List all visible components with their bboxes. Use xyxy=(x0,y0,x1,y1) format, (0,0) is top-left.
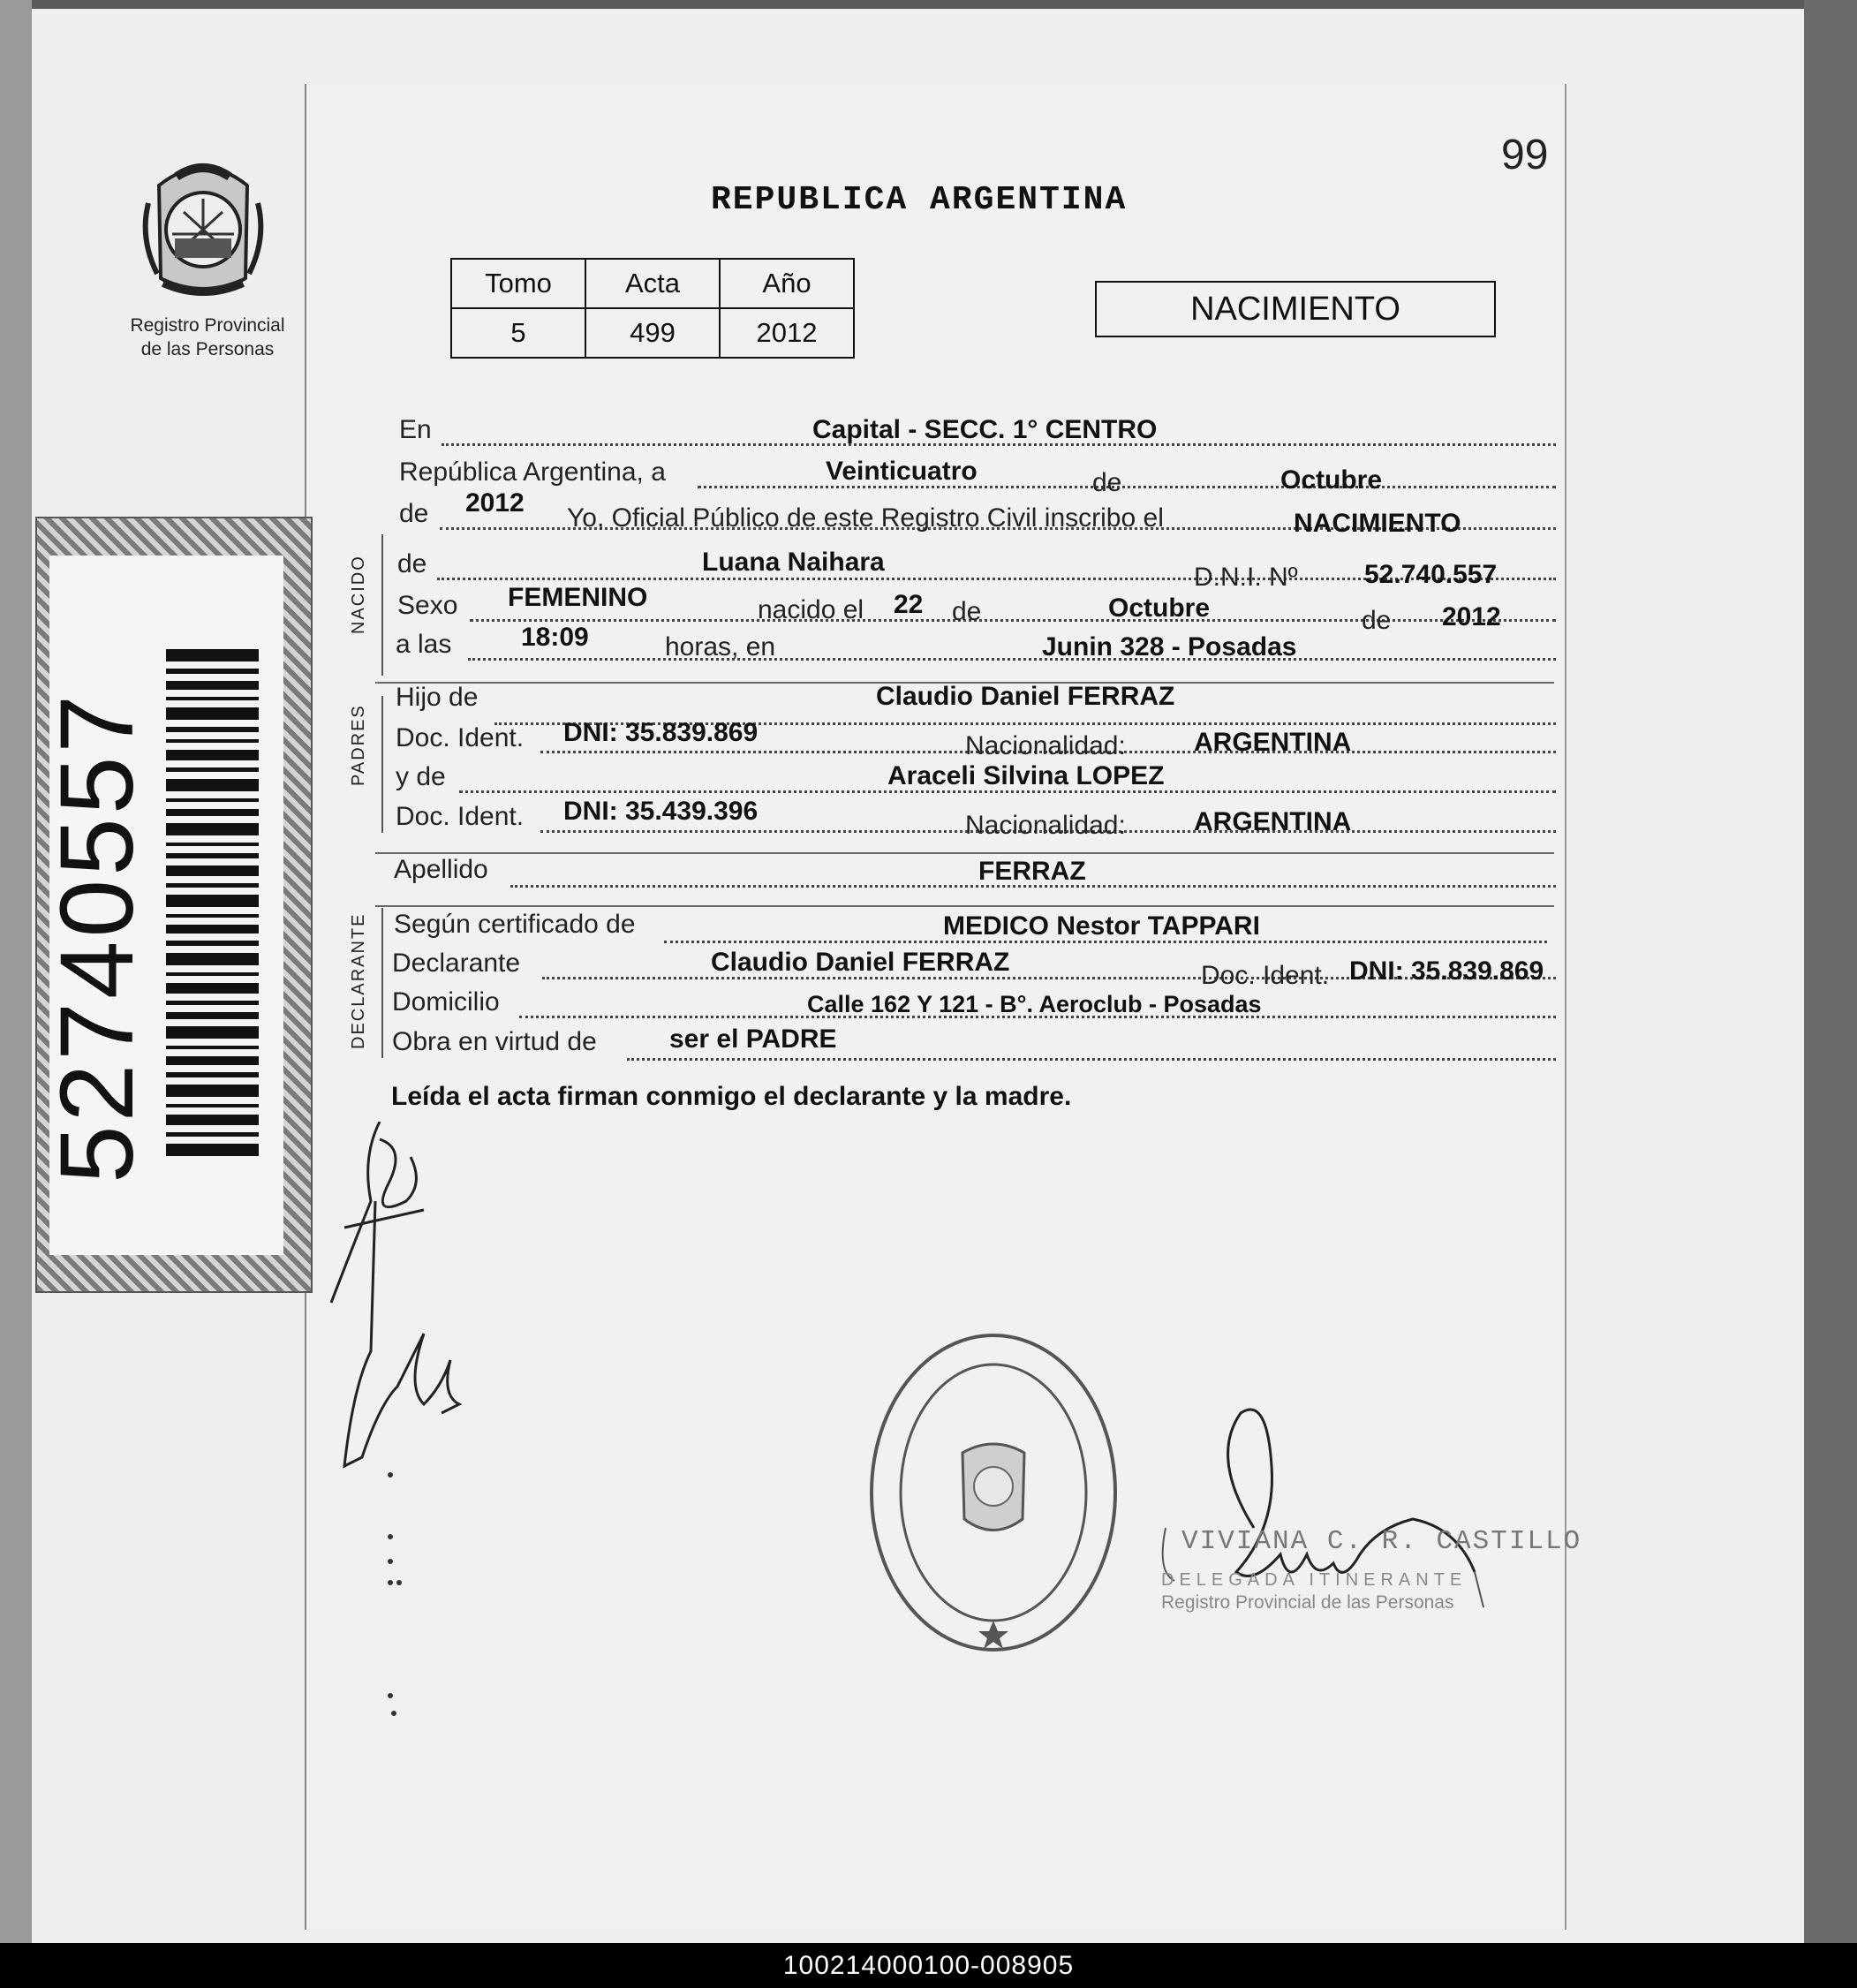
record-type-box: NACIMIENTO xyxy=(1095,281,1496,337)
register-value-ano: 2012 xyxy=(720,308,854,358)
barcode-icon xyxy=(166,649,259,1161)
father-nationality-value: ARGENTINA xyxy=(1194,728,1352,757)
issuer-name-line2: de las Personas xyxy=(140,339,275,359)
sexo-dots xyxy=(470,619,1556,622)
father-doc-value: DNI: 35.839.869 xyxy=(563,718,759,747)
declarante-doc-value: DNI: 35.839.869 xyxy=(1349,956,1544,986)
alas-label: a las xyxy=(396,630,452,659)
yde-label: y de xyxy=(396,762,446,791)
declarante-section-label: DECLARANTE xyxy=(349,912,368,1049)
birth-time-value: 18:09 xyxy=(521,623,589,652)
registry-oval-stamp-icon xyxy=(865,1329,1121,1656)
birth-month-value: Octubre xyxy=(1108,593,1211,623)
signatures-icon xyxy=(327,1122,486,1493)
domicilio-label: Domicilio xyxy=(392,987,500,1017)
time-dots xyxy=(468,658,1556,661)
en-label: En xyxy=(399,415,432,444)
birth-de-label: de xyxy=(952,597,982,626)
padres-section-label: PADRES xyxy=(349,704,368,786)
nacido-el-label: nacido el xyxy=(758,595,864,624)
birth-year-value: 2012 xyxy=(1442,602,1501,631)
issuer-name xyxy=(102,314,313,361)
declarante-bar xyxy=(381,908,383,1058)
dots-marks-icon xyxy=(380,1457,415,1722)
padres-rule xyxy=(375,852,1554,854)
birth-day-value: 22 xyxy=(894,590,924,619)
child-name-value: Luana Naihara xyxy=(702,548,885,577)
page-number: 99 xyxy=(1501,132,1549,178)
official-organization: Registro Provincial de las Personas xyxy=(1161,1592,1454,1613)
nacido-section-label: NACIDO xyxy=(349,555,368,634)
apellido-label: Apellido xyxy=(394,855,488,884)
mother-nat-label: Nacionalidad: xyxy=(965,811,1126,840)
register-value-tomo: 5 xyxy=(451,308,585,358)
act-value: NACIMIENTO xyxy=(1294,509,1461,538)
dni-label: D.N.I. Nº xyxy=(1194,563,1298,592)
nacido-de-label: de xyxy=(397,549,427,578)
hijo-label: Hijo de xyxy=(396,683,479,712)
birth-de2-label: de xyxy=(1362,606,1392,635)
de2-label: de xyxy=(399,499,429,528)
republica-label: República Argentina, a xyxy=(399,457,666,487)
mother-doc-value: DNI: 35.439.396 xyxy=(563,797,759,826)
mother-nationality-value: ARGENTINA xyxy=(1194,807,1352,836)
register-header-ano: Año xyxy=(720,259,854,308)
declarante-label: Declarante xyxy=(392,949,521,978)
official-role: DELEGADA ITINERANTE xyxy=(1161,1570,1468,1590)
padres-bar xyxy=(381,696,383,833)
year-value: 2012 xyxy=(465,488,525,518)
register-value-acta: 499 xyxy=(585,308,720,358)
father-nat-label: Nacionalidad: xyxy=(965,731,1126,760)
closing-statement: Leída el acta firman conmigo el declarante y la madre. xyxy=(391,1082,1072,1111)
declarante-doc-label: Doc. Ident. xyxy=(1201,961,1330,990)
birth-place-value: Junin 328 - Posadas xyxy=(1042,632,1297,661)
cert-value: MEDICO Nestor TAPPARI xyxy=(943,911,1260,941)
cert-label: Según certificado de xyxy=(394,910,636,939)
de-label: de xyxy=(1092,468,1122,497)
nacido-bar xyxy=(381,534,383,676)
apellido-value: FERRAZ xyxy=(978,857,1086,886)
register-header-row xyxy=(451,259,854,308)
obra-value: ser el PADRE xyxy=(669,1024,837,1054)
child-dni-value: 52.740.557 xyxy=(1364,560,1498,589)
scan-left-edge xyxy=(0,0,32,1943)
provincia-de-misiones-seal-icon xyxy=(132,150,274,309)
sexo-label: Sexo xyxy=(397,591,458,620)
domicilio-value: Calle 162 Y 121 - B°. Aeroclub - Posadas xyxy=(807,991,1262,1017)
sexo-value: FEMENINO xyxy=(508,583,648,612)
obra-label: Obra en virtud de xyxy=(392,1027,597,1056)
scan-footer-id: 100214000100-008905 xyxy=(0,1943,1857,1988)
register-header-acta: Acta xyxy=(585,259,720,308)
official-statement: Yo, Oficial Público de este Registro Civil inscribo el xyxy=(567,503,1164,533)
day-value: Veinticuatro xyxy=(826,457,978,486)
father-name-value: Claudio Daniel FERRAZ xyxy=(876,682,1175,711)
place-value: Capital - SECC. 1° CENTRO xyxy=(812,415,1158,444)
declarante-value: Claudio Daniel FERRAZ xyxy=(711,948,1010,977)
official-name: VIVIANA C. R. CASTILLO xyxy=(1181,1526,1582,1557)
barcode-number: 52740557 xyxy=(39,691,155,1183)
register-table xyxy=(450,258,855,359)
horas-label: horas, en xyxy=(665,632,776,661)
month-value: Octubre xyxy=(1280,465,1383,495)
mother-doc-label: Doc. Ident. xyxy=(396,802,525,831)
father-doc-label: Doc. Ident. xyxy=(396,723,525,752)
register-value-row xyxy=(451,308,854,358)
document-title: REPUBLICA ARGENTINA xyxy=(711,181,1128,219)
mother-name-value: Araceli Silvina LOPEZ xyxy=(887,761,1165,790)
apellido-rule xyxy=(375,905,1554,907)
obra-dots xyxy=(627,1058,1556,1061)
scan-right-edge xyxy=(1804,0,1857,1943)
register-header-tomo: Tomo xyxy=(451,259,585,308)
issuer-name-line1: Registro Provincial xyxy=(130,315,285,336)
